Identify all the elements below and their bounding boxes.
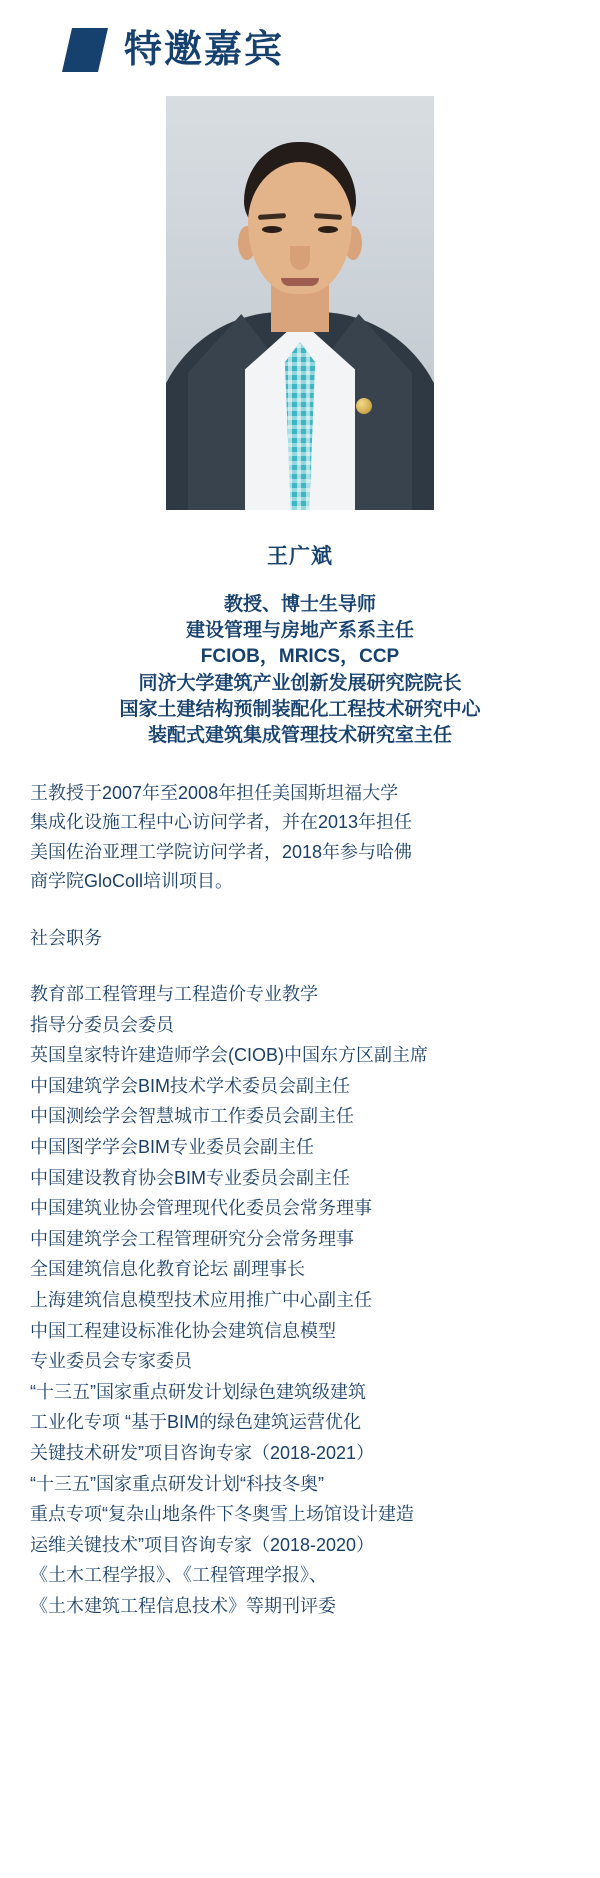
list-item: 全国建筑信息化教育论坛 副理事长 xyxy=(30,1259,305,1280)
list-item: 中国建筑学会BIM技术学术委员会副主任 xyxy=(30,1075,350,1096)
speaker-title-line: 同济大学建筑产业创新发展研究院院长 xyxy=(138,672,462,694)
portrait-lapel-pin xyxy=(356,398,372,414)
bio-line: 商学院GloColl培训项目。 xyxy=(30,870,234,891)
list-item: 教育部工程管理与工程造价专业教学 xyxy=(30,984,318,1005)
speaker-title-line: 装配式建筑集成管理技术研究室主任 xyxy=(147,725,452,747)
list-item: 专业委员会专家委员 xyxy=(30,1351,192,1372)
list-item: 上海建筑信息模型技术应用推广中心副主任 xyxy=(30,1290,372,1311)
list-item: “十三五”国家重点研发计划“科技冬奥” xyxy=(30,1473,324,1494)
bio-line: 美国佐治亚理工学院访问学者，2018年参与哈佛 xyxy=(30,841,413,862)
portrait-mouth xyxy=(281,278,319,286)
list-item: “十三五”国家重点研发计划绿色建筑级建筑 xyxy=(30,1381,366,1402)
speaker-title-line: FCIOB，MRICS，CCP xyxy=(200,646,400,668)
speaker-titles xyxy=(0,592,600,749)
list-item: 中国图学学会BIM专业委员会副主任 xyxy=(30,1137,314,1158)
portrait-image xyxy=(166,96,434,510)
list-item: 中国建筑学会工程管理研究分会常务理事 xyxy=(30,1228,354,1249)
speaker-bio xyxy=(30,779,570,896)
list-item: 工业化专项 “基于BIM的绿色建筑运营优化 xyxy=(30,1412,361,1433)
list-item: 《土木工程学报》、《工程管理学报》、 xyxy=(30,1565,327,1586)
list-item: 中国工程建设标准化协会建筑信息模型 xyxy=(30,1320,336,1341)
social-positions-list xyxy=(30,979,570,1621)
speaker-title-line: 建设管理与房地产系系主任 xyxy=(185,620,414,642)
speaker-name: 王广斌 xyxy=(267,545,333,568)
list-item: 中国测绘学会智慧城市工作委员会副主任 xyxy=(30,1106,354,1127)
list-item: 《土木建筑工程信息技术》等期刊评委 xyxy=(30,1595,336,1616)
page-title: 特邀嘉宾 xyxy=(124,29,285,71)
portrait-eye-left xyxy=(262,226,282,233)
list-item: 关键技术研发”项目咨询专家（2018-2021） xyxy=(30,1443,375,1463)
list-item: 重点专项“复杂山地条件下冬奥雪上场馆设计建造 xyxy=(30,1504,414,1525)
bio-line: 集成化设施工程中心访问学者，并在2013年担任 xyxy=(30,812,413,833)
list-item: 英国皇家特许建造师学会(CIOB)中国东方区副主席 xyxy=(30,1045,428,1066)
social-positions-heading: 社会职务 xyxy=(30,927,102,948)
speaker-title-line: 国家土建结构预制装配化工程技术研究中心 xyxy=(119,698,481,720)
header xyxy=(0,0,600,78)
list-item: 运维关键技术”项目咨询专家（2018-2020） xyxy=(30,1534,375,1555)
list-item: 指导分委员会委员 xyxy=(30,1014,174,1035)
bio-line: 王教授于2007年至2008年担任美国斯坦福大学 xyxy=(30,783,399,804)
list-item: 中国建设教育协会BIM专业委员会副主任 xyxy=(30,1167,350,1188)
portrait-eye-right xyxy=(318,226,338,233)
speaker-title-line: 教授、博士生导师 xyxy=(223,594,376,615)
speaker-portrait xyxy=(166,96,434,510)
portrait-nose xyxy=(290,246,310,270)
list-item: 中国建筑业协会管理现代化委员会常务理事 xyxy=(30,1198,372,1219)
blue-parallelogram-mark-icon xyxy=(62,28,108,72)
